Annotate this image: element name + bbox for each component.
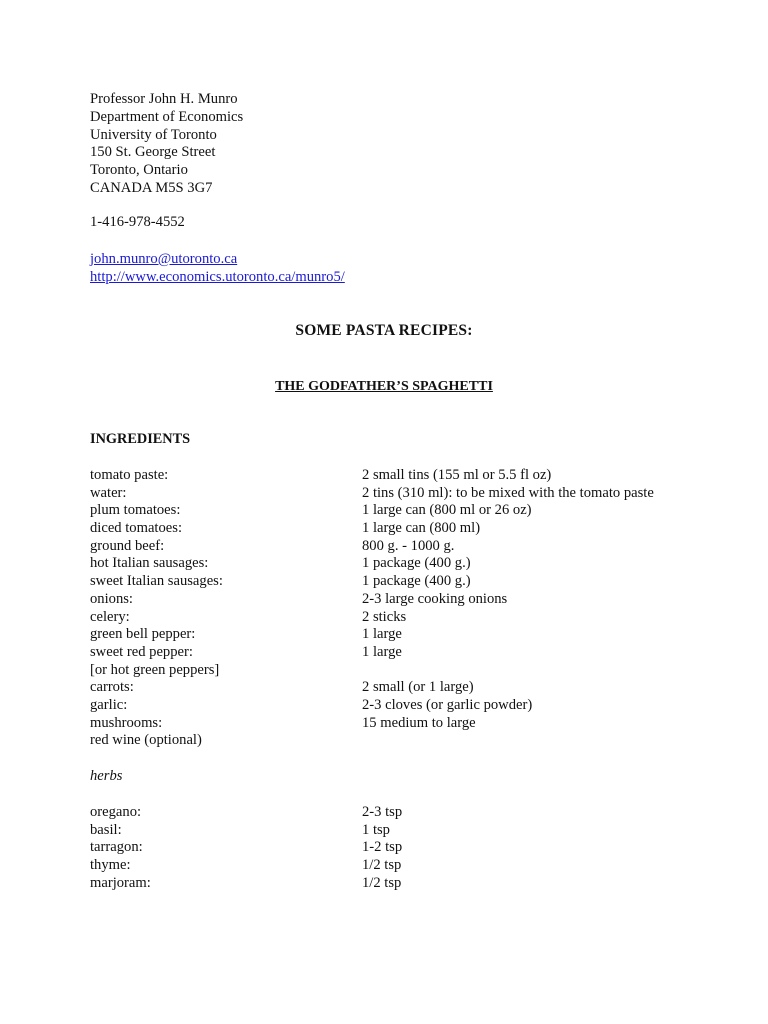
ingredient-row <box>90 626 710 644</box>
ingredient-row <box>90 502 710 520</box>
address-line-department: Department of Economics <box>90 108 244 125</box>
herb-quantity: 1/2 tsp <box>362 857 402 874</box>
ingredient-row <box>90 485 710 503</box>
ingredient-quantity: 2 small tins (155 ml or 5.5 fl oz) <box>362 467 552 483</box>
ingredient-row <box>90 662 710 680</box>
contact-links <box>90 251 345 287</box>
herb-name: marjoram: <box>90 874 151 891</box>
herb-row <box>90 804 710 822</box>
herb-quantity: 2-3 tsp <box>362 804 403 820</box>
ingredient-quantity <box>362 662 710 680</box>
ingredient-quantity: 1 package (400 g.) <box>362 555 471 572</box>
ingredient-row <box>90 591 710 609</box>
ingredient-quantity: 1 package (400 g.) <box>362 573 471 590</box>
phone-number: 1-416-978-4552 <box>90 214 185 230</box>
ingredient-row <box>90 697 710 715</box>
ingredient-quantity: 1 large can (800 ml or 26 oz) <box>362 502 532 519</box>
ingredient-row <box>90 644 710 662</box>
ingredient-row <box>90 732 710 750</box>
herb-quantity: 1 tsp <box>362 821 390 838</box>
ingredient-quantity: 15 medium to large <box>362 714 476 731</box>
ingredient-quantity: 1 large <box>362 626 402 643</box>
herbs-list <box>90 804 710 892</box>
ingredient-name: hot Italian sausages: <box>90 555 209 572</box>
ingredient-name: red wine (optional) <box>90 732 202 749</box>
page-title: SOME PASTA RECIPES: <box>295 322 473 339</box>
ingredient-row <box>90 609 710 627</box>
herb-row <box>90 875 710 893</box>
ingredient-name: sweet red pepper: <box>90 643 193 660</box>
ingredient-quantity: 1 large can (800 ml) <box>362 520 481 537</box>
ingredient-name: diced tomatoes: <box>90 520 182 537</box>
ingredient-name: sweet Italian sausages: <box>90 573 223 590</box>
ingredients-heading: INGREDIENTS <box>90 431 191 447</box>
address-line-name: Professor John H. Munro <box>90 91 238 107</box>
email-link[interactable]: john.munro@utoronto.ca <box>90 251 238 267</box>
ingredient-quantity: 2-3 large cooking onions <box>362 590 508 607</box>
ingredient-row <box>90 467 710 485</box>
recipe-title: THE GODFATHER’S SPAGHETTI <box>275 379 493 394</box>
ingredient-quantity <box>362 732 710 750</box>
herb-name: oregano: <box>90 804 142 820</box>
address-line-university: University of Toronto <box>90 126 217 143</box>
ingredient-name: [or hot green peppers] <box>90 661 220 678</box>
ingredient-row <box>90 573 710 591</box>
ingredient-name: onions: <box>90 590 133 607</box>
ingredient-name: plum tomatoes: <box>90 502 181 519</box>
herb-name: tarragon: <box>90 839 143 856</box>
ingredient-name: mushrooms: <box>90 714 163 731</box>
ingredient-quantity: 2 small (or 1 large) <box>362 679 474 696</box>
ingredient-name: water: <box>90 484 127 501</box>
ingredient-quantity: 1 large <box>362 643 402 660</box>
herbs-heading: herbs <box>90 768 123 784</box>
herb-row <box>90 857 710 875</box>
ingredient-row <box>90 679 710 697</box>
ingredient-quantity: 2 sticks <box>362 608 407 625</box>
address-line-street: 150 St. George Street <box>90 144 216 161</box>
ingredient-name: celery: <box>90 608 130 625</box>
herb-row <box>90 839 710 857</box>
ingredient-name: tomato paste: <box>90 467 169 483</box>
ingredient-name: ground beef: <box>90 537 165 554</box>
herb-name: basil: <box>90 821 122 838</box>
herb-name: thyme: <box>90 857 131 874</box>
ingredient-name: green bell pepper: <box>90 626 196 643</box>
address-line-country: CANADA M5S 3G7 <box>90 179 213 196</box>
herb-quantity: 1/2 tsp <box>362 874 402 891</box>
address-line-city: Toronto, Ontario <box>90 162 188 179</box>
ingredient-quantity: 2 tins (310 ml): to be mixed with the tomato paste <box>362 484 654 501</box>
herb-row <box>90 822 710 840</box>
ingredient-name: carrots: <box>90 679 134 696</box>
ingredient-row <box>90 520 710 538</box>
ingredients-list <box>90 467 710 750</box>
ingredient-quantity: 2-3 cloves (or garlic powder) <box>362 696 533 713</box>
ingredient-name: garlic: <box>90 696 128 713</box>
ingredient-row <box>90 715 710 733</box>
website-link[interactable]: http://www.economics.utoronto.ca/munro5/ <box>90 268 345 285</box>
ingredient-row <box>90 555 710 573</box>
ingredient-row <box>90 538 710 556</box>
herb-quantity: 1-2 tsp <box>362 839 403 856</box>
address-block <box>90 91 243 198</box>
ingredient-quantity: 800 g. - 1000 g. <box>362 537 455 554</box>
